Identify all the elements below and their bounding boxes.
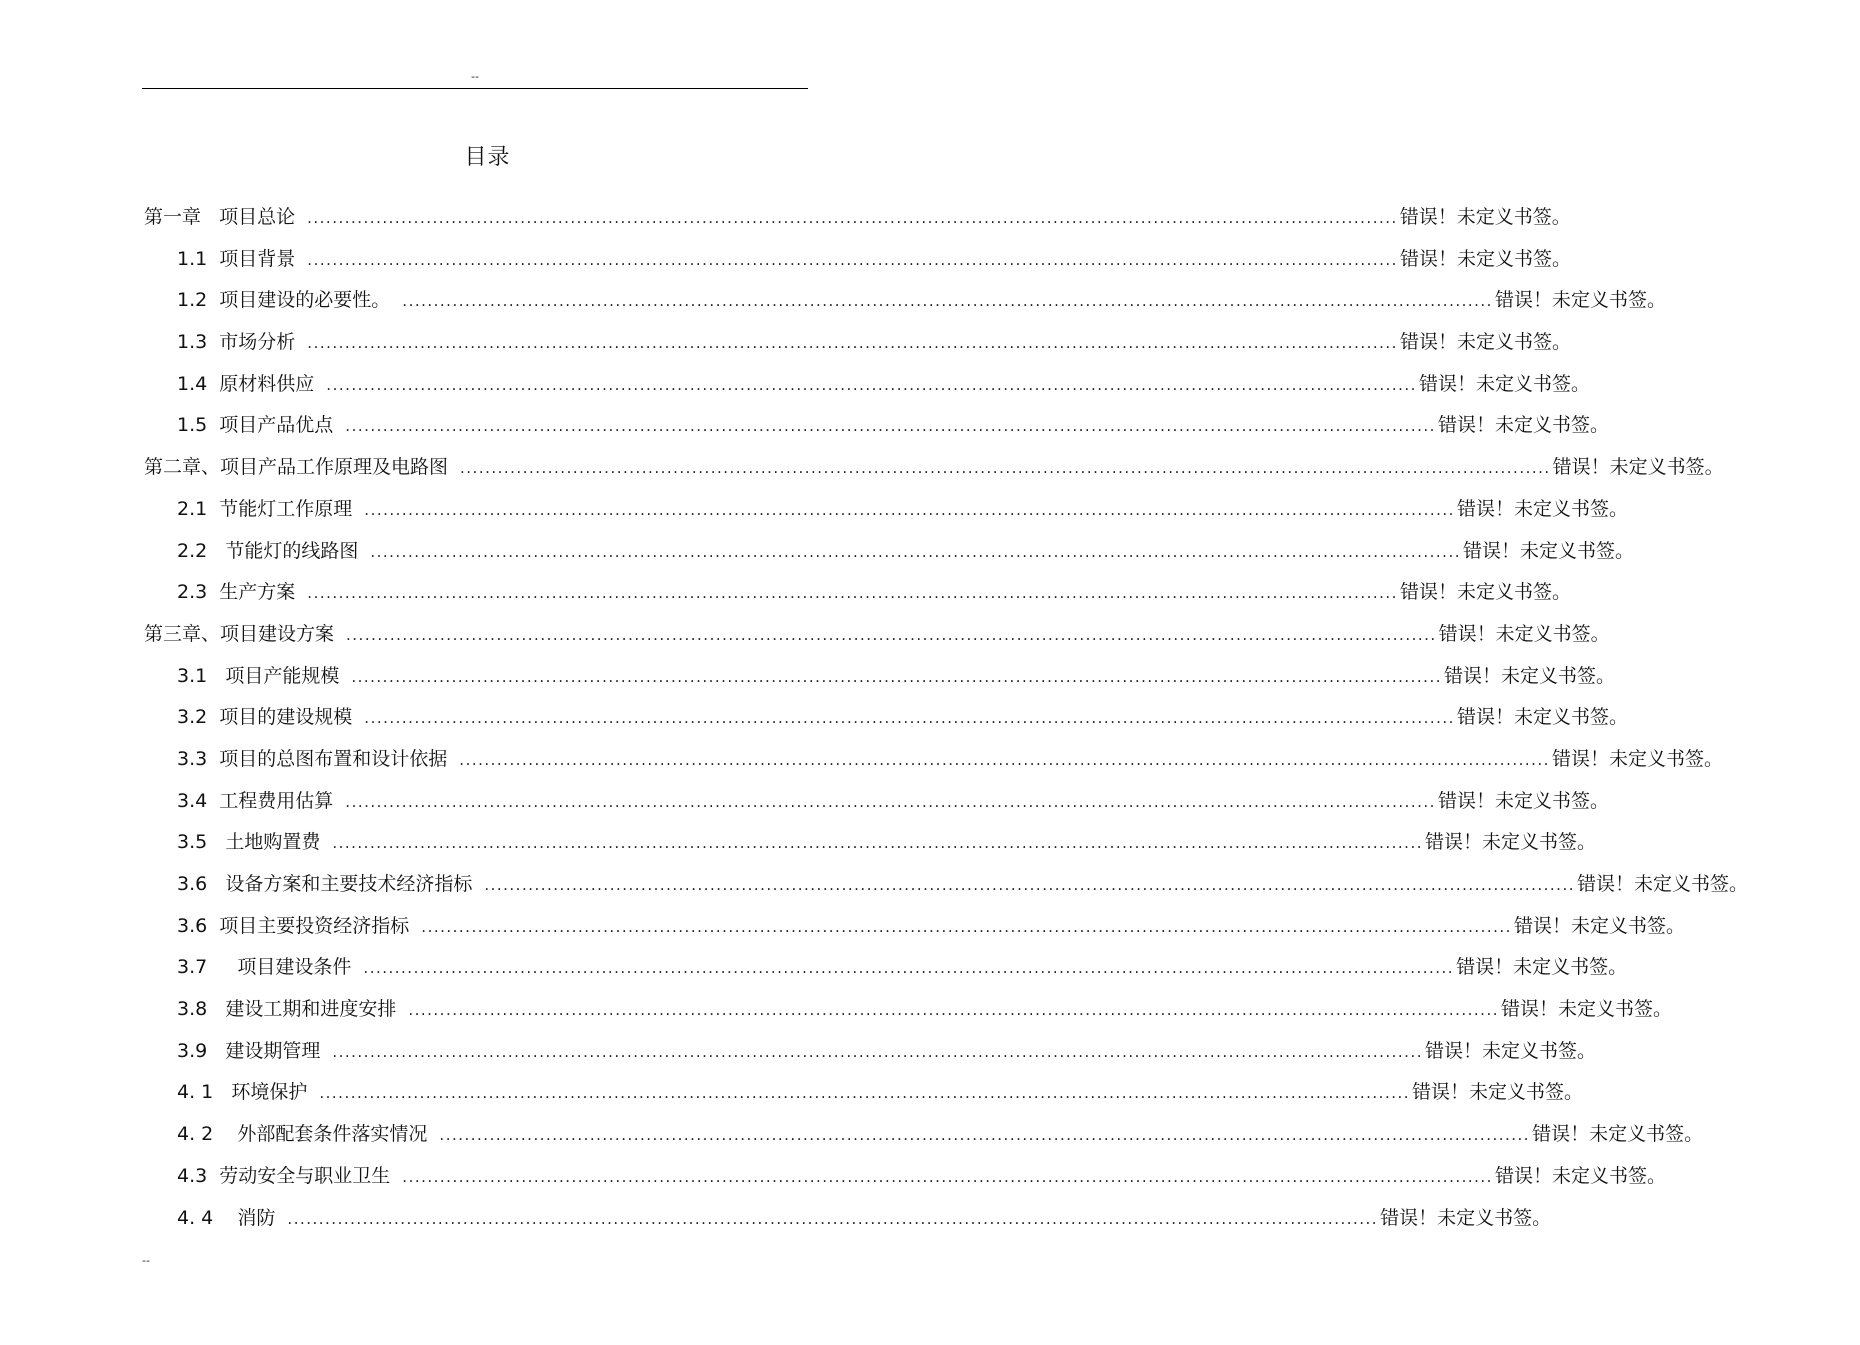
toc-entry[interactable] bbox=[0, 1199, 1552, 1241]
toc-page-reference: 错误！未定义书签。 bbox=[1532, 1123, 1704, 1146]
toc-page-reference: 错误！未定义书签。 bbox=[1437, 414, 1609, 437]
toc-entry[interactable] bbox=[0, 573, 1571, 615]
table-of-contents bbox=[0, 198, 1749, 1240]
toc-leader-dots: .............................................................................................................................................................................. bbox=[460, 459, 1551, 478]
toc-entry-label: 3.2 项目的建设规模 bbox=[177, 706, 353, 729]
toc-entry[interactable] bbox=[0, 448, 1724, 490]
toc-leader-dots: .............................................................................................................................................................................. bbox=[307, 250, 1398, 269]
toc-entry-label: 3.3 项目的总图布置和设计依据 bbox=[177, 747, 448, 770]
toc-page-reference: 错误！未定义书签。 bbox=[1412, 1081, 1584, 1104]
toc-page-reference: 错误！未定义书签。 bbox=[1380, 1206, 1552, 1229]
toc-entry[interactable] bbox=[0, 1032, 1597, 1074]
toc-leader-dots: .............................................................................................................................................................................. bbox=[484, 876, 1575, 894]
toc-entry[interactable] bbox=[0, 615, 1610, 657]
toc-page-reference: 错误！未定义书签。 bbox=[1437, 789, 1609, 812]
toc-leader-dots: .............................................................................................................................................................................. bbox=[459, 750, 1550, 769]
toc-entry-label: 4. 2 外部配套条件落实情况 bbox=[177, 1123, 428, 1146]
toc-page-reference: 错误！未定义书签。 bbox=[1577, 873, 1749, 895]
toc-entry-label: 3.8 建设工期和进度安排 bbox=[177, 998, 397, 1021]
toc-entry-label: 3.9 建设期管理 bbox=[177, 1039, 321, 1062]
toc-entry[interactable] bbox=[0, 990, 1673, 1032]
toc-entry-label: 2.1 节能灯工作原理 bbox=[177, 497, 353, 520]
toc-page-reference: 错误！未定义书签。 bbox=[1425, 831, 1597, 854]
toc-leader-dots: .............................................................................................................................................................................. bbox=[439, 1126, 1531, 1145]
toc-page-reference: 错误！未定义书签。 bbox=[1552, 456, 1724, 479]
toc-entry[interactable] bbox=[0, 1115, 1704, 1157]
toc-entry[interactable] bbox=[0, 532, 1635, 574]
header-rule bbox=[142, 88, 808, 89]
toc-entry-label: 3.4 工程费用估算 bbox=[177, 789, 334, 812]
toc-page-reference: 错误！未定义书签。 bbox=[1444, 664, 1616, 687]
toc-entry-label: 第三章、项目建设方案 bbox=[144, 622, 335, 645]
footer-mark: -- bbox=[142, 1254, 150, 1267]
toc-entry-label: 3.7 项目建设条件 bbox=[177, 956, 352, 979]
toc-entry-label: 3.6 设备方案和主要技术经济指标 bbox=[177, 873, 473, 895]
toc-entry-label: 3.6 项目主要投资经济指标 bbox=[177, 914, 410, 937]
toc-entry-label: 3.1 项目产能规模 bbox=[177, 664, 340, 687]
toc-page-reference: 错误！未定义书签。 bbox=[1494, 289, 1666, 312]
toc-entry[interactable] bbox=[0, 698, 1628, 740]
toc-page-reference: 错误！未定义书签。 bbox=[1456, 497, 1628, 520]
toc-leader-dots: .............................................................................................................................................................................. bbox=[307, 209, 1398, 227]
toc-entry[interactable] bbox=[0, 198, 1571, 240]
toc-entry[interactable] bbox=[0, 490, 1628, 532]
toc-entry[interactable] bbox=[0, 240, 1571, 282]
toc-leader-dots: .............................................................................................................................................................................. bbox=[326, 375, 1417, 394]
toc-entry-label: 4. 4 消防 bbox=[177, 1206, 276, 1229]
toc-page-reference: 错误！未定义书签。 bbox=[1399, 247, 1571, 270]
toc-entry[interactable] bbox=[0, 281, 1666, 323]
toc-entry-label: 1.1 项目背景 bbox=[177, 247, 296, 270]
toc-entry[interactable] bbox=[0, 1073, 1584, 1115]
toc-entry-label: 1.4 原材料供应 bbox=[177, 372, 315, 395]
toc-entry[interactable] bbox=[0, 323, 1571, 365]
toc-entry[interactable] bbox=[0, 365, 1590, 407]
toc-entry-label: 4.3 劳动安全与职业卫生 bbox=[177, 1164, 391, 1187]
toc-page-reference: 错误！未定义书签。 bbox=[1438, 622, 1610, 645]
toc-entry-label: 1.2 项目建设的必要性。 bbox=[177, 289, 391, 312]
toc-page-reference: 错误！未定义书签。 bbox=[1501, 998, 1673, 1021]
toc-page-reference: 错误！未定义书签。 bbox=[1399, 331, 1571, 354]
toc-leader-dots: .............................................................................................................................................................................. bbox=[307, 584, 1398, 603]
toc-entry[interactable] bbox=[0, 948, 1628, 990]
toc-page-reference: 错误！未定义书签。 bbox=[1399, 581, 1571, 604]
toc-entry-label: 第二章、项目产品工作原理及电路图 bbox=[144, 456, 449, 479]
toc-page-reference: 错误！未定义书签。 bbox=[1463, 539, 1635, 562]
toc-leader-dots: .............................................................................................................................................................................. bbox=[346, 625, 1437, 644]
toc-leader-dots: .............................................................................................................................................................................. bbox=[370, 542, 1461, 561]
toc-entry[interactable] bbox=[0, 823, 1597, 865]
toc-leader-dots: .............................................................................................................................................................................. bbox=[402, 1167, 1493, 1186]
toc-leader-dots: .............................................................................................................................................................................. bbox=[364, 500, 1455, 519]
toc-entry[interactable] bbox=[0, 782, 1609, 824]
toc-entry[interactable] bbox=[0, 865, 1749, 907]
toc-page-reference: 错误！未定义书签。 bbox=[1494, 1164, 1666, 1187]
toc-leader-dots: .............................................................................................................................................................................. bbox=[364, 709, 1455, 728]
toc-entry-label: 2.2 节能灯的线路图 bbox=[177, 539, 359, 562]
toc-leader-dots: .............................................................................................................................................................................. bbox=[307, 334, 1398, 353]
toc-entry-label: 第一章 项目总论 bbox=[144, 206, 296, 228]
toc-leader-dots: .............................................................................................................................................................................. bbox=[287, 1209, 1379, 1228]
toc-leader-dots: .............................................................................................................................................................................. bbox=[402, 292, 1493, 311]
toc-entry[interactable] bbox=[0, 740, 1723, 782]
toc-page-reference: 错误！未定义书签。 bbox=[1551, 747, 1723, 770]
toc-leader-dots: .............................................................................................................................................................................. bbox=[421, 917, 1512, 936]
toc-leader-dots: .............................................................................................................................................................................. bbox=[332, 1042, 1423, 1061]
toc-leader-dots: .............................................................................................................................................................................. bbox=[319, 1084, 1411, 1103]
toc-leader-dots: .............................................................................................................................................................................. bbox=[345, 417, 1436, 436]
toc-page-reference: 错误！未定义书签。 bbox=[1513, 914, 1685, 937]
toc-title: 目录 bbox=[464, 145, 511, 170]
toc-page-reference: 错误！未定义书签。 bbox=[1456, 956, 1628, 979]
toc-leader-dots: .............................................................................................................................................................................. bbox=[408, 1001, 1499, 1020]
toc-page-reference: 错误！未定义书签。 bbox=[1456, 706, 1628, 729]
toc-page-reference: 错误！未定义书签。 bbox=[1418, 372, 1590, 395]
toc-entry-label: 4. 1 环境保护 bbox=[177, 1081, 308, 1104]
toc-entry[interactable] bbox=[0, 1157, 1666, 1199]
toc-page-reference: 错误！未定义书签。 bbox=[1399, 206, 1571, 228]
toc-entry-label: 1.5 项目产品优点 bbox=[177, 414, 334, 437]
header-mark: -- bbox=[471, 70, 479, 83]
toc-leader-dots: .............................................................................................................................................................................. bbox=[332, 834, 1423, 853]
toc-page-reference: 错误！未定义书签。 bbox=[1425, 1039, 1597, 1062]
toc-leader-dots: .............................................................................................................................................................................. bbox=[363, 959, 1455, 978]
toc-entry-label: 1.3 市场分析 bbox=[177, 331, 296, 354]
toc-entry[interactable] bbox=[0, 657, 1616, 699]
toc-entry-label: 3.5 土地购置费 bbox=[177, 831, 321, 854]
toc-leader-dots: .............................................................................................................................................................................. bbox=[345, 792, 1436, 811]
toc-entry-label: 2.3 生产方案 bbox=[177, 581, 296, 604]
toc-entry[interactable] bbox=[0, 907, 1685, 949]
toc-entry[interactable] bbox=[0, 406, 1609, 448]
toc-leader-dots: .............................................................................................................................................................................. bbox=[351, 667, 1442, 686]
